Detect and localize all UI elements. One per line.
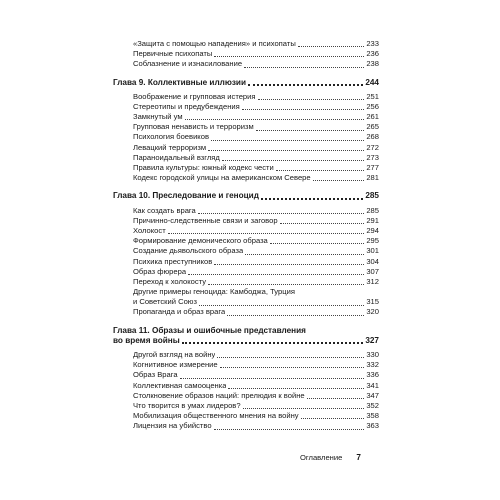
- toc-entry[interactable]: [113, 421, 379, 431]
- toc-entry-title: Образ Врага: [133, 370, 178, 380]
- toc-entry-page: 320: [366, 307, 379, 317]
- toc-entry-page: 273: [366, 152, 379, 162]
- toc-entry-page: 304: [366, 256, 379, 266]
- toc-entry-title: Другие примеры геноцида: Камбоджа, Турция: [133, 287, 295, 297]
- dot-leader: [244, 66, 364, 68]
- toc-entry-title: Что творится в умах лидеров?: [133, 400, 241, 410]
- toc-entry-title: Холокост: [133, 225, 166, 235]
- toc-entry[interactable]: [113, 39, 379, 49]
- toc-entry-title: Мобилизация общественного мнения на войну: [133, 411, 299, 421]
- toc-entry[interactable]: [113, 112, 379, 122]
- toc-entry-title: «Защита с помощью нападения» и психопаты: [133, 38, 296, 48]
- dot-leader: [188, 273, 364, 275]
- toc-chapter-9[interactable]: [113, 78, 379, 88]
- toc-entry[interactable]: [113, 370, 379, 380]
- toc-entry[interactable]: [113, 216, 379, 226]
- dot-leader: [214, 428, 365, 430]
- dot-leader: [220, 366, 365, 368]
- chapter-9-block: [113, 78, 379, 88]
- dot-leader-spacer: [308, 333, 377, 334]
- toc-entry[interactable]: [113, 163, 379, 173]
- dot-leader: [182, 341, 364, 344]
- chapter-11-block: [113, 326, 379, 346]
- toc-entry[interactable]: [113, 411, 379, 421]
- dot-leader: [198, 212, 365, 214]
- toc-entry-page: 307: [366, 266, 379, 276]
- toc-entry-page: 236: [366, 49, 379, 59]
- page-footer: [300, 453, 361, 462]
- toc-entry[interactable]: [113, 236, 379, 246]
- toc-entry-page: 291: [366, 215, 379, 225]
- toc-entry-page: 352: [366, 400, 379, 410]
- toc-entry-title: Замкнутый ум: [133, 112, 183, 122]
- dot-leader: [243, 407, 365, 409]
- dot-leader: [298, 45, 365, 47]
- toc-entry-title: Левацкий терроризм: [133, 142, 207, 152]
- toc-entry[interactable]: [113, 360, 379, 370]
- toc-entry[interactable]: [113, 133, 379, 143]
- dot-leader: [208, 149, 364, 151]
- toc-entry-page: 301: [366, 246, 379, 256]
- dot-leader: [214, 55, 364, 57]
- toc-entry-title: Другой взгляд на войну: [133, 350, 216, 360]
- toc-entry-page: 295: [366, 236, 379, 246]
- dot-leader: [208, 283, 364, 285]
- toc-entry-title: Переход к холокосту: [133, 276, 206, 286]
- dot-leader: [256, 129, 365, 131]
- toc-entry-multiline-first[interactable]: [113, 287, 379, 297]
- toc-entry[interactable]: [113, 308, 379, 318]
- toc-entry[interactable]: [113, 92, 379, 102]
- toc-entry-page: 294: [366, 225, 379, 235]
- toc-entry[interactable]: [113, 153, 379, 163]
- dot-leader: [280, 222, 365, 224]
- toc-entry-page: 272: [366, 142, 379, 152]
- dot-leader: [222, 159, 364, 161]
- toc-entry-title: Как создать врага: [133, 205, 196, 215]
- chapter-10-block: [113, 191, 379, 201]
- toc-entry-title-cont: и Советский Союз: [133, 297, 197, 307]
- dot-leader: [211, 139, 364, 141]
- toc-entry-title: Стереотипы и предубеждения: [133, 101, 240, 111]
- dot-leader: [261, 197, 363, 200]
- chapter-title-cont: во время войны: [113, 335, 180, 345]
- toc-entry-title: Причинно-следственные связи и заговор: [133, 215, 278, 225]
- toc-entry[interactable]: [113, 102, 379, 112]
- toc-entry-page: 256: [366, 101, 379, 111]
- dot-leader-spacer: [297, 294, 377, 295]
- dot-leader: [245, 253, 364, 255]
- toc-entry-page: 238: [366, 59, 379, 69]
- toc-entry-title: Лицензия на убийство: [133, 421, 212, 431]
- dot-leader: [248, 83, 363, 86]
- page-number: 7: [356, 453, 361, 462]
- toc-entry-title: Воображение и групповая истерия: [133, 91, 256, 101]
- dot-leader: [214, 263, 364, 265]
- toc-entry[interactable]: [113, 143, 379, 153]
- toc-entry-page: 336: [366, 370, 379, 380]
- dot-leader: [258, 98, 365, 100]
- toc-chapter-11-line2[interactable]: [113, 336, 379, 346]
- toc-entry-title: Психология боевиков: [133, 132, 209, 142]
- chapter-title: Глава 11. Образы и ошибочные представления: [113, 325, 306, 335]
- toc-entry[interactable]: [113, 226, 379, 236]
- running-footer-label: Оглавление: [300, 453, 343, 462]
- toc-entry-page: 285: [366, 205, 379, 215]
- dot-leader: [313, 179, 365, 181]
- toc-entry[interactable]: [113, 277, 379, 287]
- toc-entry-title: Кодекс городской улицы на американском Севере: [133, 173, 311, 183]
- toc-entry[interactable]: [113, 59, 379, 69]
- toc-entry[interactable]: [113, 206, 379, 216]
- dot-leader: [276, 169, 365, 171]
- dot-leader: [217, 356, 364, 358]
- toc-entry-title: Первичные психопаты: [133, 49, 213, 59]
- toc-entry-title: Формирование демонического образа: [133, 236, 268, 246]
- toc-entry-title: Когнитивное измерение: [133, 360, 218, 370]
- toc-entry-page: 312: [366, 276, 379, 286]
- toc-entry-title: Образ фюрера: [133, 266, 187, 276]
- toc-entry-title: Правила культуры: южный кодекс чести: [133, 163, 274, 173]
- chapter-page: 327: [365, 335, 379, 345]
- dot-leader: [185, 118, 365, 120]
- toc-entry-title: Соблазнение и изнасилование: [133, 59, 243, 69]
- dot-leader: [228, 387, 364, 389]
- toc-entry[interactable]: [113, 401, 379, 411]
- toc-entry[interactable]: [113, 391, 379, 401]
- toc-entry[interactable]: [113, 246, 379, 256]
- toc-entry-page: 261: [366, 112, 379, 122]
- toc-entry-title: Групповая ненависть и терроризм: [133, 122, 254, 132]
- toc-entry-title: Создание дьявольского образа: [133, 246, 244, 256]
- toc-entry-page: 332: [366, 360, 379, 370]
- toc-entry-page: 347: [366, 390, 379, 400]
- toc-entry-title: Параноидальный взгляд: [133, 152, 220, 162]
- toc-entry-title: Коллективная самооценка: [133, 380, 227, 390]
- toc-entry-multiline-second[interactable]: [113, 297, 379, 307]
- table-of-contents: [113, 39, 379, 432]
- toc-entry-page: 330: [366, 350, 379, 360]
- toc-entry-title: Столкновение образов наций: прелюдия к войне: [133, 390, 305, 400]
- dot-leader: [227, 314, 364, 316]
- toc-entry[interactable]: [113, 350, 379, 360]
- chapter-title: Глава 9. Коллективные иллюзии: [113, 77, 246, 87]
- dot-leader: [199, 304, 364, 306]
- toc-entry[interactable]: [113, 122, 379, 132]
- toc-chapter-10[interactable]: [113, 191, 379, 201]
- chapter-page: 244: [365, 77, 379, 87]
- toc-entry[interactable]: [113, 173, 379, 183]
- dot-leader: [307, 397, 365, 399]
- toc-entry-title: Пропаганда и образ врага: [133, 307, 226, 317]
- dot-leader: [242, 108, 365, 110]
- toc-entry-page: 233: [366, 38, 379, 48]
- dot-leader: [180, 377, 365, 379]
- toc-entry-page: 341: [366, 380, 379, 390]
- chapter-page: 285: [365, 191, 379, 201]
- toc-chapter-11-line1[interactable]: [113, 326, 379, 336]
- toc-entry[interactable]: [113, 257, 379, 267]
- toc-entry-page: 265: [366, 122, 379, 132]
- chapter-title: Глава 10. Преследование и геноцид: [113, 191, 259, 201]
- dot-leader: [301, 417, 365, 419]
- toc-entry-page: 315: [366, 297, 379, 307]
- toc-entry-page: 363: [366, 421, 379, 431]
- toc-entry-page: 358: [366, 411, 379, 421]
- dot-leader: [168, 232, 365, 234]
- dot-leader: [270, 242, 365, 244]
- toc-entry-page: 268: [366, 132, 379, 142]
- toc-entry[interactable]: [113, 267, 379, 277]
- toc-entry-page: 277: [366, 163, 379, 173]
- toc-entry-page: 251: [366, 91, 379, 101]
- toc-entry-title: Психика преступников: [133, 256, 213, 266]
- toc-entry[interactable]: [113, 381, 379, 391]
- toc-entry[interactable]: [113, 49, 379, 59]
- toc-entry-page: 281: [366, 173, 379, 183]
